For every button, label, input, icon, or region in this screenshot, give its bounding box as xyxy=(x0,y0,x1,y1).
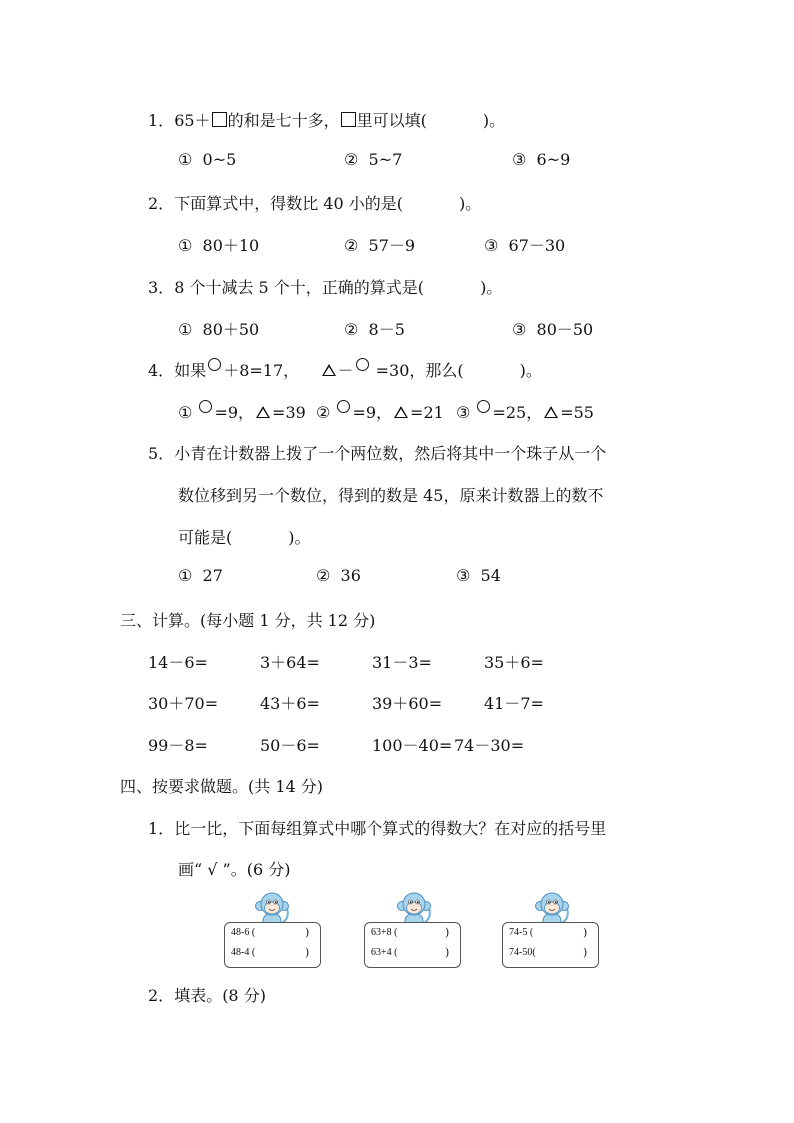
section-3-heading: 三、计算。(每小题 1 分，共 12 分) xyxy=(120,611,376,630)
calc-item: 39＋60= xyxy=(372,694,443,713)
circle-symbol-icon xyxy=(199,400,212,413)
square-placeholder-icon xyxy=(341,112,356,127)
question-number: 1． xyxy=(148,819,175,838)
option-2[interactable]: ② 5~7 xyxy=(344,150,403,169)
close-paren: ) xyxy=(445,926,450,939)
option-3[interactable]: ③ 80－50 xyxy=(512,320,594,339)
calc-item: 35＋6= xyxy=(484,653,544,672)
option-2[interactable]: ② 36 xyxy=(316,566,361,585)
option-3[interactable]: ③ =25， =55 xyxy=(456,400,594,423)
card-expression: 63+4 ( xyxy=(371,947,398,958)
section-4-question-1-line-1: 1．比一比，下面每组算式中哪个算式的得数大？在对应的括号里 xyxy=(148,819,607,838)
question-1-line: 1．65＋ 的和是七十多， 里可以填( )。 xyxy=(148,111,506,130)
card-expression: 63+8 ( xyxy=(371,927,398,938)
circle-symbol-icon xyxy=(356,358,369,371)
calc-item: 74－30= xyxy=(454,736,525,755)
card-expression: 74-50( xyxy=(509,947,536,958)
square-placeholder-icon xyxy=(212,112,227,127)
triangle-symbol-icon xyxy=(322,364,336,376)
option-1[interactable]: ① 80＋50 xyxy=(178,320,260,339)
question-3-line: 3．8 个十减去 5 个十，正确的算式是( )。 xyxy=(148,278,503,297)
triangle-symbol-icon xyxy=(394,406,408,418)
calc-item: 43＋6= xyxy=(260,694,320,713)
calc-item: 31－3= xyxy=(372,653,432,672)
comparison-card xyxy=(364,922,461,968)
option-1[interactable]: ① 27 xyxy=(178,566,223,585)
option-1[interactable]: ① 80＋10 xyxy=(178,236,260,255)
option-3[interactable]: ③ 54 xyxy=(456,566,501,585)
question-5-line-1: 5．小青在计数器上拨了一个两位数，然后将其中一个珠子从一个 xyxy=(148,444,607,463)
card-expression: 74-5 ( xyxy=(509,927,534,938)
calc-item: 100－40= xyxy=(372,736,453,755)
close-paren: ) xyxy=(583,926,588,939)
question-5-line-2: 数位移到另一个数位，得到的数是 45，原来计数器上的数不 xyxy=(178,486,604,505)
question-number: 1． xyxy=(148,111,175,130)
triangle-symbol-icon xyxy=(256,406,270,418)
option-1[interactable]: ① 0~5 xyxy=(178,150,237,169)
question-number: 3． xyxy=(148,278,175,297)
card-expression: 48-4 ( xyxy=(231,947,256,958)
comparison-card xyxy=(224,922,321,968)
circle-symbol-icon xyxy=(337,400,350,413)
section-4-question-2: 2．填表。(8 分) xyxy=(148,986,266,1005)
calc-item: 50－6= xyxy=(260,736,320,755)
question-4-line: 4．如果 ＋8=17， － =30，那么( )。 xyxy=(148,358,542,381)
card-expression: 48-6 ( xyxy=(231,927,256,938)
option-2[interactable]: ② 8－5 xyxy=(344,320,405,339)
triangle-symbol-icon xyxy=(544,406,558,418)
option-1[interactable]: ① =9， =39 xyxy=(178,400,306,423)
option-3[interactable]: ③ 6~9 xyxy=(512,150,571,169)
question-number: 2． xyxy=(148,986,175,1005)
option-2[interactable]: ② 57－9 xyxy=(344,236,416,255)
calc-item: 99－8= xyxy=(148,736,208,755)
close-paren: ) xyxy=(305,946,310,959)
circle-symbol-icon xyxy=(208,358,221,371)
circle-symbol-icon xyxy=(477,400,490,413)
question-number: 4． xyxy=(148,361,175,380)
close-paren: ) xyxy=(305,926,310,939)
section-4-heading: 四、按要求做题。(共 14 分) xyxy=(120,777,324,796)
close-paren: ) xyxy=(583,946,588,959)
option-2[interactable]: ② =9， =21 xyxy=(316,400,444,423)
question-number: 5． xyxy=(148,444,175,463)
calc-item: 14－6= xyxy=(148,653,208,672)
question-2-line: 2．下面算式中，得数比 40 小的是( )。 xyxy=(148,194,482,213)
calc-item: 30＋70= xyxy=(148,694,219,713)
calc-item: 3＋64= xyxy=(260,653,320,672)
calc-item: 41－7= xyxy=(484,694,544,713)
option-3[interactable]: ③ 67－30 xyxy=(484,236,566,255)
comparison-card xyxy=(502,922,599,968)
section-4-question-1-line-2: 画“ √ ”。(6 分) xyxy=(178,860,291,879)
question-5-line-3: 可能是( )。 xyxy=(178,528,311,547)
close-paren: ) xyxy=(445,946,450,959)
question-number: 2． xyxy=(148,194,175,213)
